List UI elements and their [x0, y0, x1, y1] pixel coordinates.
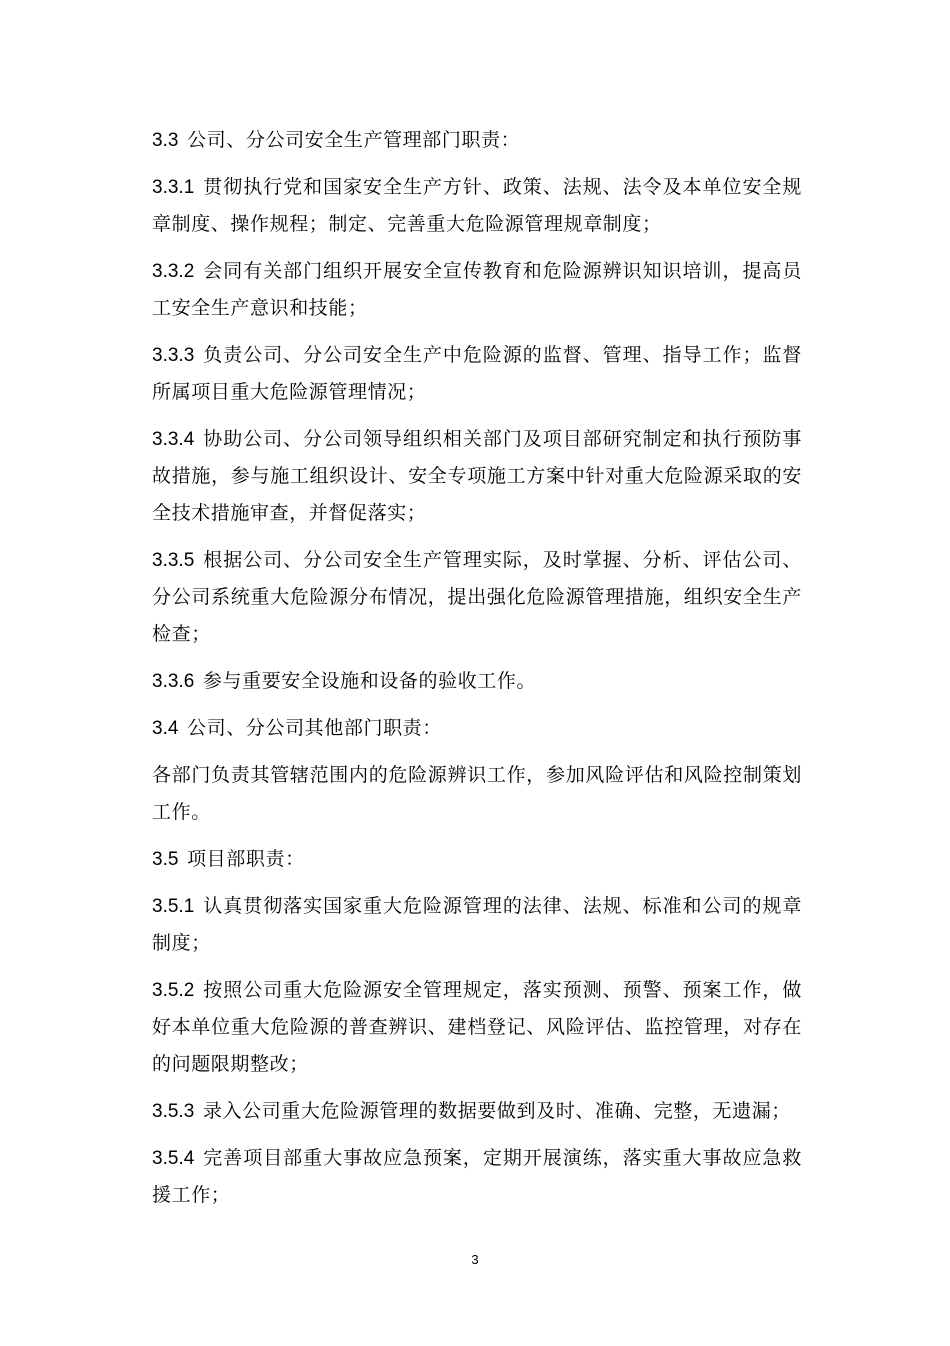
paragraph-text: 项目部职责：	[187, 848, 305, 870]
paragraph-3-5-2	[152, 972, 802, 1083]
paragraph-text: 认真贯彻落实国家重大危险源管理的法律、法规、标准和公司的规章制度；	[152, 895, 802, 954]
section-number: 3.3.2	[152, 261, 195, 282]
paragraph-3-5-3	[152, 1093, 802, 1130]
section-number: 3.3.5	[152, 550, 195, 571]
section-number: 3.4	[152, 718, 179, 739]
paragraph-text: 按照公司重大危险源安全管理规定，落实预测、预警、预案工作，做好本单位重大危险源的普查辨识、建档登记、风险评估、监控管理，对存在的问题限期整改；	[152, 979, 802, 1075]
section-number: 3.3.3	[152, 345, 195, 366]
paragraph-text: 公司、分公司安全生产管理部门职责：	[187, 129, 521, 151]
paragraph-3-3-1	[152, 169, 802, 243]
paragraph-3-3-3	[152, 337, 802, 411]
paragraph-3-3	[152, 122, 802, 159]
section-number: 3.5.1	[152, 896, 195, 917]
paragraph-text: 完善项目部重大事故应急预案，定期开展演练，落实重大事故应急救援工作；	[152, 1147, 802, 1206]
paragraph-3-3-4	[152, 421, 802, 532]
section-number: 3.5.4	[152, 1148, 195, 1169]
section-number: 3.3.4	[152, 429, 195, 450]
paragraph-text: 会同有关部门组织开展安全宣传教育和危险源辨识知识培训，提高员工安全生产意识和技能；	[152, 260, 802, 319]
paragraph-3-4	[152, 710, 802, 747]
paragraph-3-5-1	[152, 888, 802, 962]
paragraph-text: 贯彻执行党和国家安全生产方针、政策、法规、法令及本单位安全规章制度、操作规程；制定、完善重大危险源管理规章制度；	[152, 176, 802, 235]
paragraph-3-4-body	[152, 757, 802, 831]
section-number: 3.3.1	[152, 177, 195, 198]
section-number: 3.3.6	[152, 671, 195, 692]
paragraph-text: 负责公司、分公司安全生产中危险源的监督、管理、指导工作；监督所属项目重大危险源管理情况；	[152, 344, 802, 403]
section-number: 3.5.2	[152, 980, 195, 1001]
paragraph-3-3-2	[152, 253, 802, 327]
document-body	[152, 122, 802, 1224]
section-number: 3.5.3	[152, 1101, 195, 1122]
paragraph-text: 协助公司、分公司领导组织相关部门及项目部研究制定和执行预防事故措施，参与施工组织设计、安全专项施工方案中针对重大危险源采取的安全技术措施审查，并督促落实；	[152, 428, 802, 524]
paragraph-3-5-4	[152, 1140, 802, 1214]
paragraph-3-3-5	[152, 542, 802, 653]
section-number: 3.5	[152, 849, 179, 870]
paragraph-text: 根据公司、分公司安全生产管理实际，及时掌握、分析、评估公司、分公司系统重大危险源分布情况，提出强化危险源管理措施，组织安全生产检查；	[152, 549, 802, 645]
paragraph-3-5	[152, 841, 802, 878]
paragraph-text: 参与重要安全设施和设备的验收工作。	[202, 670, 537, 692]
paragraph-text: 各部门负责其管辖范围内的危险源辨识工作，参加风险评估和风险控制策划工作。	[152, 764, 802, 823]
page-number: 3	[471, 1252, 479, 1267]
paragraph-3-3-6	[152, 663, 802, 700]
paragraph-text: 录入公司重大危险源管理的数据要做到及时、准确、完整，无遗漏；	[202, 1100, 791, 1122]
section-number: 3.3	[152, 130, 179, 151]
paragraph-text: 公司、分公司其他部门职责：	[187, 717, 442, 739]
